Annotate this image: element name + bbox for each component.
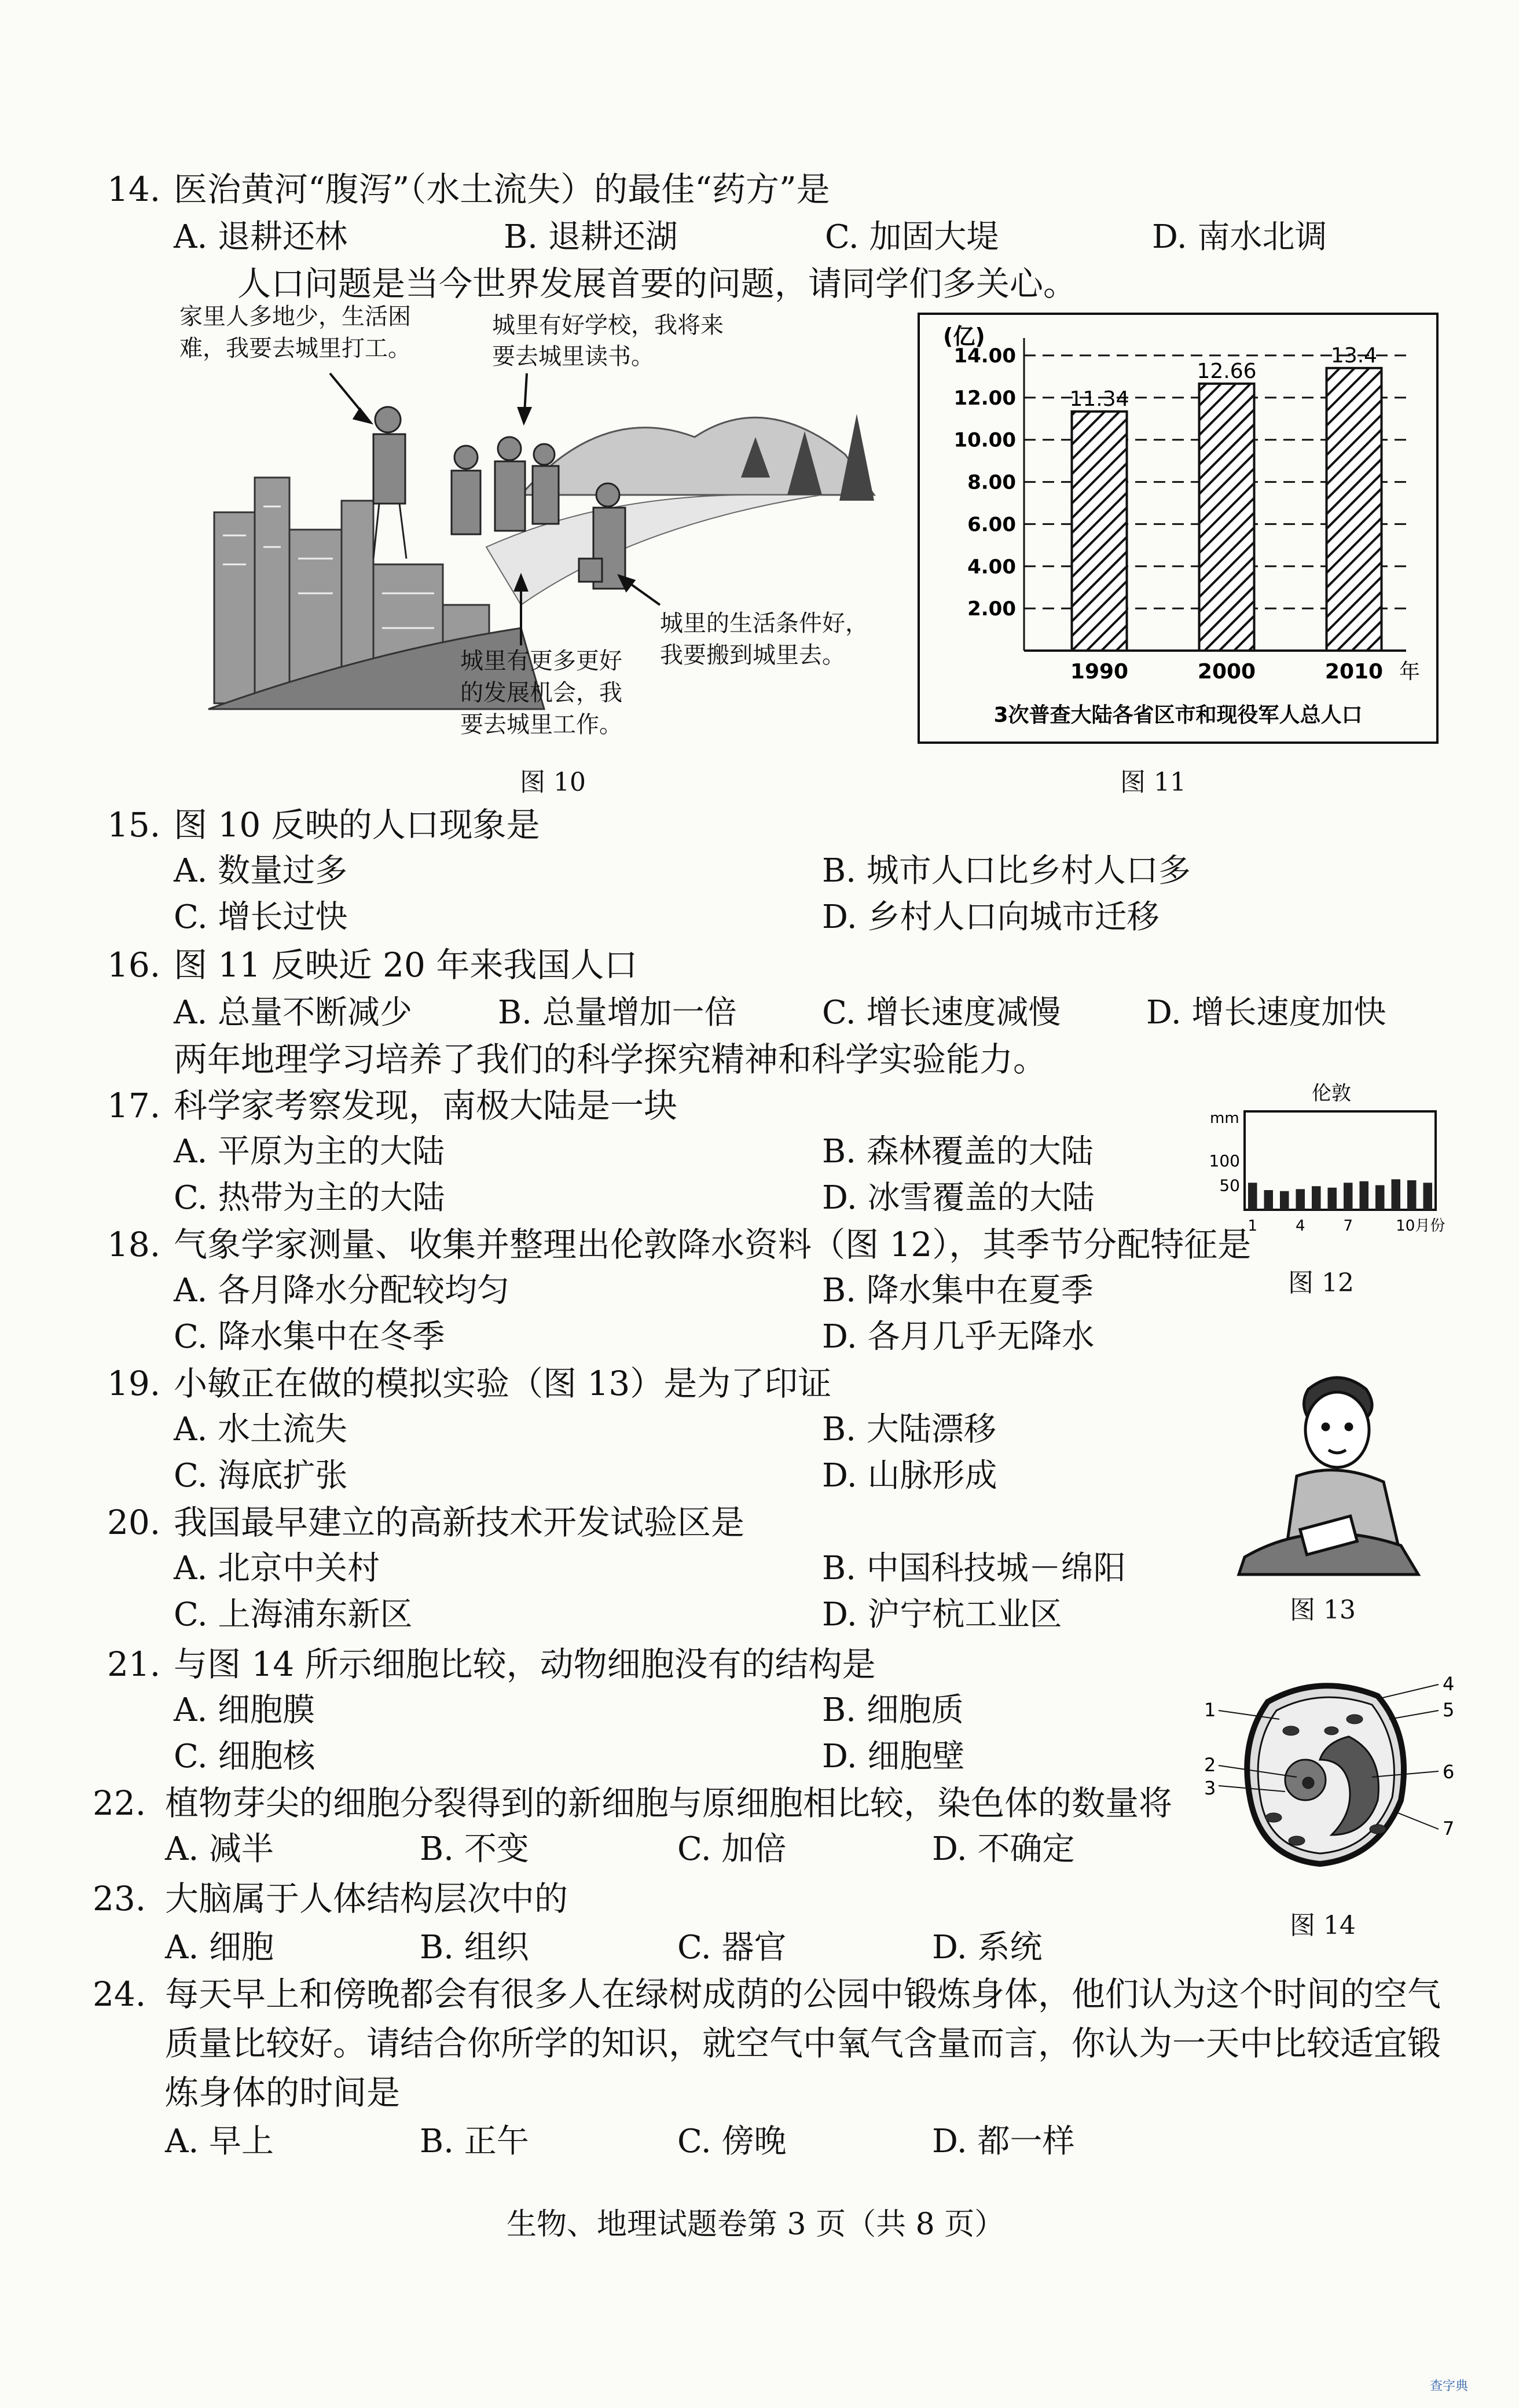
figure-12-caption: 图 12 <box>1288 1268 1354 1298</box>
cell-label-1: 1 <box>1204 1699 1216 1721</box>
figure-10 <box>179 303 903 755</box>
q16-option-a[interactable]: A. 总量不断减少 <box>174 994 413 1032</box>
rain-y-tick: 100 <box>1209 1151 1240 1170</box>
question-16-number: 16. <box>107 945 161 985</box>
figure-10-caption: 图 10 <box>520 768 586 797</box>
population-bar-chart <box>920 315 1436 742</box>
rain-bar-month-3 <box>1280 1191 1289 1210</box>
plant-cell-svg <box>1204 1667 1459 1899</box>
rain-bar-month-10 <box>1392 1179 1401 1210</box>
question-19-number: 19. <box>107 1364 161 1403</box>
q24-option-a[interactable]: A. 早上 <box>165 2123 274 2160</box>
q14-option-d[interactable]: D. 南水北调 <box>1152 218 1327 256</box>
q24-option-d[interactable]: D. 都一样 <box>932 2123 1075 2160</box>
q17-option-d[interactable]: D. 冰雪覆盖的大陆 <box>822 1179 1095 1217</box>
question-21-number: 21. <box>107 1645 161 1684</box>
q19-option-c[interactable]: C. 海底扩张 <box>174 1457 348 1495</box>
question-20-number: 20. <box>107 1503 161 1542</box>
cell-label-7: 7 <box>1443 1818 1455 1840</box>
rain-x-tick: 7 <box>1343 1217 1353 1235</box>
bubble-worker-line1: 城里有更多更好 <box>460 648 622 674</box>
bar-1990 <box>1072 412 1127 651</box>
q17-option-c[interactable]: C. 热带为主的大陆 <box>174 1179 445 1217</box>
rain-bar-month-1 <box>1248 1183 1257 1210</box>
question-24-line1: 每天早上和傍晚都会有很多人在绿树成荫的公园中锻炼身体，他们认为这个时间的空气 <box>165 1974 1441 2014</box>
y-tick-label: 2.00 <box>967 597 1016 621</box>
q24-option-b[interactable]: B. 正午 <box>420 2123 529 2160</box>
q14-option-c[interactable]: C. 加固大堤 <box>825 218 999 256</box>
q18-option-a[interactable]: A. 各月降水分配较均匀 <box>174 1272 510 1309</box>
q18-option-c[interactable]: C. 降水集中在冬季 <box>174 1318 445 1356</box>
x-tick-label: 1990 <box>1070 660 1129 684</box>
bubble-student-line2: 要去城里读书。 <box>492 343 654 370</box>
q22-option-c[interactable]: C. 加倍 <box>677 1830 787 1868</box>
rain-bar-month-6 <box>1328 1188 1337 1210</box>
q18-option-d[interactable]: D. 各月几乎无降水 <box>822 1318 1095 1356</box>
cell-label-2: 2 <box>1204 1754 1216 1776</box>
boy-experiment-drawing <box>1227 1366 1447 1586</box>
bubble-student-line1: 城里有好学校，我将来 <box>492 312 724 339</box>
y-tick-label: 6.00 <box>967 513 1016 537</box>
y-tick-label: 8.00 <box>967 471 1016 494</box>
q20-option-a[interactable]: A. 北京中关村 <box>174 1550 380 1587</box>
population-intro: 人口问题是当今世界发展首要的问题，请同学们多关心。 <box>237 264 1077 303</box>
watermark-logo: 查字典 <box>1430 2379 1469 2394</box>
question-22-text: 植物芽尖的细胞分裂得到的新细胞与原细胞相比较，染色体的数量将 <box>165 1783 1173 1823</box>
bar-value-label: 11.34 <box>1069 387 1129 411</box>
rain-y-tick: 50 <box>1219 1176 1240 1195</box>
figure-14-caption: 图 14 <box>1290 1911 1356 1940</box>
q15-option-d[interactable]: D. 乡村人口向城市迁移 <box>822 898 1160 936</box>
y-tick-label: 12.00 <box>953 386 1016 410</box>
chart-unit-label: (亿) <box>943 324 985 349</box>
q22-option-d[interactable]: D. 不确定 <box>932 1830 1075 1868</box>
q23-option-d[interactable]: D. 系统 <box>932 1929 1043 1966</box>
rain-bar-month-12 <box>1423 1183 1433 1210</box>
rain-bar-month-7 <box>1344 1183 1353 1210</box>
question-24-line3: 炼身体的时间是 <box>165 2073 401 2112</box>
rain-chart-title: 伦敦 <box>1312 1082 1351 1105</box>
rain-x-tick: 4 <box>1295 1217 1305 1235</box>
bar-value-label: 12.66 <box>1197 359 1257 383</box>
question-14-number: 14. <box>107 170 161 209</box>
rain-chart-frame <box>1245 1111 1436 1210</box>
q20-option-c[interactable]: C. 上海浦东新区 <box>174 1596 413 1634</box>
rain-x-tick: 10月份 <box>1396 1217 1445 1235</box>
question-21-text: 与图 14 所示细胞比较，动物细胞没有的结构是 <box>174 1645 876 1684</box>
cell-label-6: 6 <box>1443 1761 1455 1783</box>
figure-13-caption: 图 13 <box>1290 1595 1356 1625</box>
q21-option-b[interactable]: B. 细胞质 <box>822 1691 964 1729</box>
bubble-farmer-line1: 家里人多地少，生活困 <box>179 303 411 330</box>
q16-option-c[interactable]: C. 增长速度减慢 <box>822 994 1061 1032</box>
q17-option-b[interactable]: B. 森林覆盖的大陆 <box>822 1133 1094 1170</box>
q15-option-a[interactable]: A. 数量过多 <box>174 852 348 890</box>
q24-option-c[interactable]: C. 傍晚 <box>677 2123 787 2160</box>
question-23-text: 大脑属于人体结构层次中的 <box>165 1879 568 1918</box>
bubble-worker-line2: 的发展机会，我 <box>460 680 622 706</box>
page-footer: 生物、地理试题卷第 3 页（共 8 页） <box>507 2207 1005 2242</box>
question-19-text: 小敏正在做的模拟实验（图 13）是为了印证 <box>174 1364 832 1403</box>
q21-option-c[interactable]: C. 细胞核 <box>174 1738 315 1775</box>
q21-option-a[interactable]: A. 细胞膜 <box>174 1691 315 1729</box>
question-15-text: 图 10 反映的人口现象是 <box>174 805 540 845</box>
y-tick-label: 14.00 <box>953 344 1016 368</box>
q22-option-a[interactable]: A. 减半 <box>165 1830 274 1868</box>
rain-bar-month-5 <box>1312 1186 1321 1210</box>
q20-option-d[interactable]: D. 沪宁杭工业区 <box>822 1596 1062 1634</box>
figure-13-illustration <box>1227 1366 1447 1586</box>
rain-bar-month-4 <box>1296 1189 1305 1210</box>
chart-bars <box>1069 344 1420 684</box>
x-tick-label: 2000 <box>1197 660 1256 684</box>
bar-value-label: 13.4 <box>1330 343 1378 368</box>
q16-option-b[interactable]: B. 总量增加一倍 <box>498 994 737 1032</box>
q23-option-a[interactable]: A. 细胞 <box>165 1929 274 1966</box>
bubble-family-line1: 城里的生活条件好， <box>660 610 868 637</box>
cell-label-5: 5 <box>1443 1699 1455 1721</box>
q23-option-b[interactable]: B. 组织 <box>420 1929 529 1966</box>
question-18-text: 气象学家测量、收集并整理出伦敦降水资料（图 12），其季节分配特征是 <box>174 1225 1252 1264</box>
x-tick-label: 2010 <box>1324 660 1384 684</box>
question-16-text: 图 11 反映近 20 年来我国人口 <box>174 945 638 985</box>
q20-option-b[interactable]: B. 中国科技城－绵阳 <box>822 1550 1126 1587</box>
x-axis-suffix: 年 <box>1399 660 1421 684</box>
q22-option-b[interactable]: B. 不变 <box>420 1830 529 1868</box>
question-15-number: 15. <box>107 805 161 845</box>
bubble-worker-line3: 要去城里工作。 <box>460 711 622 738</box>
figure-11-caption: 图 11 <box>1120 768 1186 797</box>
q14-option-a[interactable]: A. 退耕还林 <box>174 218 348 256</box>
q18-option-b[interactable]: B. 降水集中在夏季 <box>822 1272 1094 1309</box>
question-22-number: 22. <box>93 1783 146 1823</box>
cell-label-4: 4 <box>1443 1673 1455 1695</box>
q14-option-b[interactable]: B. 退耕还湖 <box>504 218 678 256</box>
bar-2010 <box>1327 368 1382 651</box>
question-17-text: 科学家考察发现，南极大陆是一块 <box>174 1086 678 1125</box>
rain-bar-month-8 <box>1360 1181 1369 1210</box>
question-23-number: 23. <box>93 1879 146 1918</box>
question-14-text: 医治黄河“腹泻”（水土流失）的最佳“药方”是 <box>174 170 830 209</box>
q15-option-b[interactable]: B. 城市人口比乡村人口多 <box>822 852 1191 890</box>
question-24-line2: 质量比较好。请结合你所学的知识，就空气中氧气含量而言，你认为一天中比较适宜锻 <box>165 2024 1441 2063</box>
question-20-text: 我国最早建立的高新技术开发试验区是 <box>174 1503 745 1542</box>
science-intro: 两年地理学习培养了我们的科学探究精神和科学实验能力。 <box>174 1040 1047 1079</box>
rain-bar-month-2 <box>1264 1190 1274 1210</box>
bubble-farmer-line2: 难，我要去城里打工。 <box>179 335 411 362</box>
q19-option-d[interactable]: D. 山脉形成 <box>822 1457 997 1495</box>
question-24-number: 24. <box>93 1974 146 2014</box>
chart-title: 3次普查大陆各省区市和现役军人总人口 <box>993 703 1363 727</box>
q17-option-a[interactable]: A. 平原为主的大陆 <box>174 1133 445 1170</box>
bubble-family-line2: 我要搬到城里去。 <box>660 642 845 669</box>
cell-label-3: 3 <box>1204 1777 1216 1799</box>
rain-x-tick: 1 <box>1248 1217 1258 1235</box>
q23-option-c[interactable]: C. 器官 <box>677 1929 787 1966</box>
figure-14-cell-diagram <box>1204 1667 1459 1899</box>
q16-option-d[interactable]: D. 增长速度加快 <box>1146 994 1386 1032</box>
mountain-shape <box>521 417 874 495</box>
figure-11-chart <box>918 313 1439 744</box>
q19-option-a[interactable]: A. 水土流失 <box>174 1411 348 1448</box>
question-18-number: 18. <box>107 1225 161 1264</box>
y-tick-label: 4.00 <box>967 555 1016 579</box>
rain-chart-unit: mm <box>1210 1110 1239 1127</box>
boy-face <box>1305 1392 1369 1467</box>
bar-2000 <box>1199 384 1254 651</box>
rain-bar-month-11 <box>1407 1180 1417 1210</box>
y-tick-label: 10.00 <box>953 428 1016 452</box>
rain-bar-month-9 <box>1375 1185 1385 1210</box>
q19-option-b[interactable]: B. 大陆漂移 <box>822 1411 996 1448</box>
rain-bars <box>1245 1111 1436 1210</box>
q21-option-d[interactable]: D. 细胞壁 <box>822 1738 965 1775</box>
question-17-number: 17. <box>107 1086 161 1125</box>
q15-option-c[interactable]: C. 增长过快 <box>174 898 348 936</box>
